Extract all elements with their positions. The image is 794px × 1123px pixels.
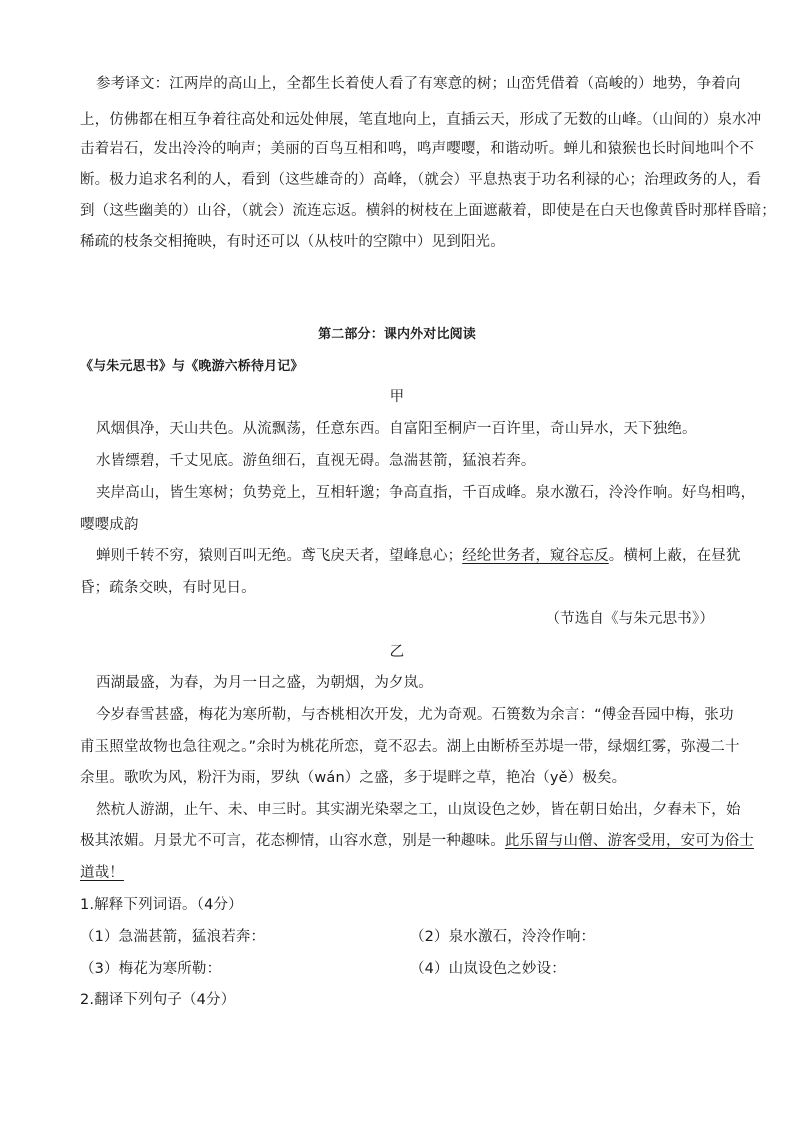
question-2-title: 2.翻译下列句子（4分） xyxy=(80,992,236,1008)
translation-line-3: 击着岩石，发出泠泠的响声；美丽的百鸟互相和鸣，鸣声嘤嘤，和谐动听。蝉儿和猿猴也长时间地叫个不 xyxy=(80,141,754,157)
yi-paragraph-2-line-1: 今岁春雪甚盛，梅花为寒所勒，与杏桃相次开发，尤为奇观。石篑数为余言：“傅金吾园中梅，张功 xyxy=(96,707,734,723)
translation-line-6: 稀疏的枝条交相掩映，有时还可以（从枝叶的空隙中）见到阳光。 xyxy=(80,234,505,250)
jia-paragraph-4-line-1 xyxy=(96,546,741,566)
jia-paragraph-3-line-2: 嘤嘤成韵 xyxy=(80,517,139,533)
question-1-item-3: （3）梅花为寒所勒： xyxy=(80,961,222,977)
question-1-item-4: （4）山岚设色之妙设： xyxy=(410,961,566,977)
yi-underlined-sentence-part-2: 道哉！ xyxy=(80,865,124,881)
jia-paragraph-4-text-a: 蝉则千转不穷，猿则百叫无绝。鸢飞戾天者，望峰息心； xyxy=(96,548,463,564)
yi-paragraph-2-line-3: 余里。歌吹为风，粉汗为雨，罗纨（wán）之盛，多于堤畔之草，艳冶（yě）极矣。 xyxy=(80,770,627,786)
jia-paragraph-4-line-2: 昏；疏条交映，有时见日。 xyxy=(80,580,256,596)
translation-line-1: 参考译文：江两岸的高山上，全都生长着使人看了有寒意的树；山峦凭借着（高峻的）地势，争着向 xyxy=(96,76,741,92)
question-1-item-2: （2）泉水激石，泠泠作响： xyxy=(410,929,596,945)
jia-paragraph-3-line-1: 夹岸高山，皆生寒树；负势竞上，互相轩邈；争高直指，千百成峰。泉水激石，泠泠作响。好鸟相鸣， xyxy=(96,485,756,501)
question-1-item-1: （1）急湍甚箭，猛浪若奔： xyxy=(80,929,266,945)
yi-label: 乙 xyxy=(389,644,405,660)
yi-paragraph-1: 西湖最盛，为春，为月一日之盛，为朝烟，为夕岚。 xyxy=(96,675,433,691)
yi-paragraph-2-line-2: 甫玉照堂故物也急往观之。”余时为桃花所恋，竟不忍去。湖上由断桥至苏堤一带，绿烟红雾，弥漫二十 xyxy=(80,739,740,755)
yi-paragraph-3-line-1: 然杭人游湖，止午、未、申三时。其实湖光染翠之工，山岚设色之妙，皆在朝日始出，夕舂未下，始 xyxy=(96,802,741,818)
translation-line-2: 上，仿佛都在相互争着往高处和远处伸展，笔直地向上，直插云天，形成了无数的山峰。（山间的）泉水冲 xyxy=(80,112,762,128)
translation-line-4: 断。极力追求名利的人，看到（这些雄奇的）高峰，（就会）平息热衷于功名利禄的心；治理政务的人，看 xyxy=(80,172,762,188)
jia-paragraph-1: 风烟俱净，天山共色。从流飘荡，任意东西。自富阳至桐庐一百许里，奇山异水，天下独绝。 xyxy=(96,421,697,437)
jia-paragraph-4-text-b: 。横柯上蔽，在昼犹 xyxy=(608,548,741,564)
jia-source: （节选自《与朱元思书》） xyxy=(545,611,714,627)
question-1-title: 1.解释下列词语。（4分） xyxy=(80,897,243,913)
jia-paragraph-2: 水皆缥碧，千丈见底。游鱼细石，直视无碍。急湍甚箭，猛浪若奔。 xyxy=(96,453,536,469)
yi-paragraph-3-line-3 xyxy=(80,863,124,883)
translation-line-5: 到（这些幽美的）山谷，（就会）流连忘返。横斜的树枝在上面遮蔽着，即使是在白天也像黄昏时那样昏暗； xyxy=(80,203,776,219)
jia-label: 甲 xyxy=(389,389,405,405)
yi-paragraph-3-line-2 xyxy=(80,831,754,851)
jia-underlined-sentence: 经纶世务者，窥谷忘反 xyxy=(462,548,609,564)
text-titles: 《与朱元思书》与《晚游六桥待月记》 xyxy=(80,359,304,374)
yi-underlined-sentence-part-1: 此乐留与山僧、游客受用，安可为俗士 xyxy=(504,833,754,849)
section-title: 第二部分：课内外对比阅读 xyxy=(318,327,476,342)
yi-paragraph-3-text: 极其浓媚。月景尤不可言，花态柳情，山容水意，别是一种趣味。 xyxy=(80,833,505,849)
